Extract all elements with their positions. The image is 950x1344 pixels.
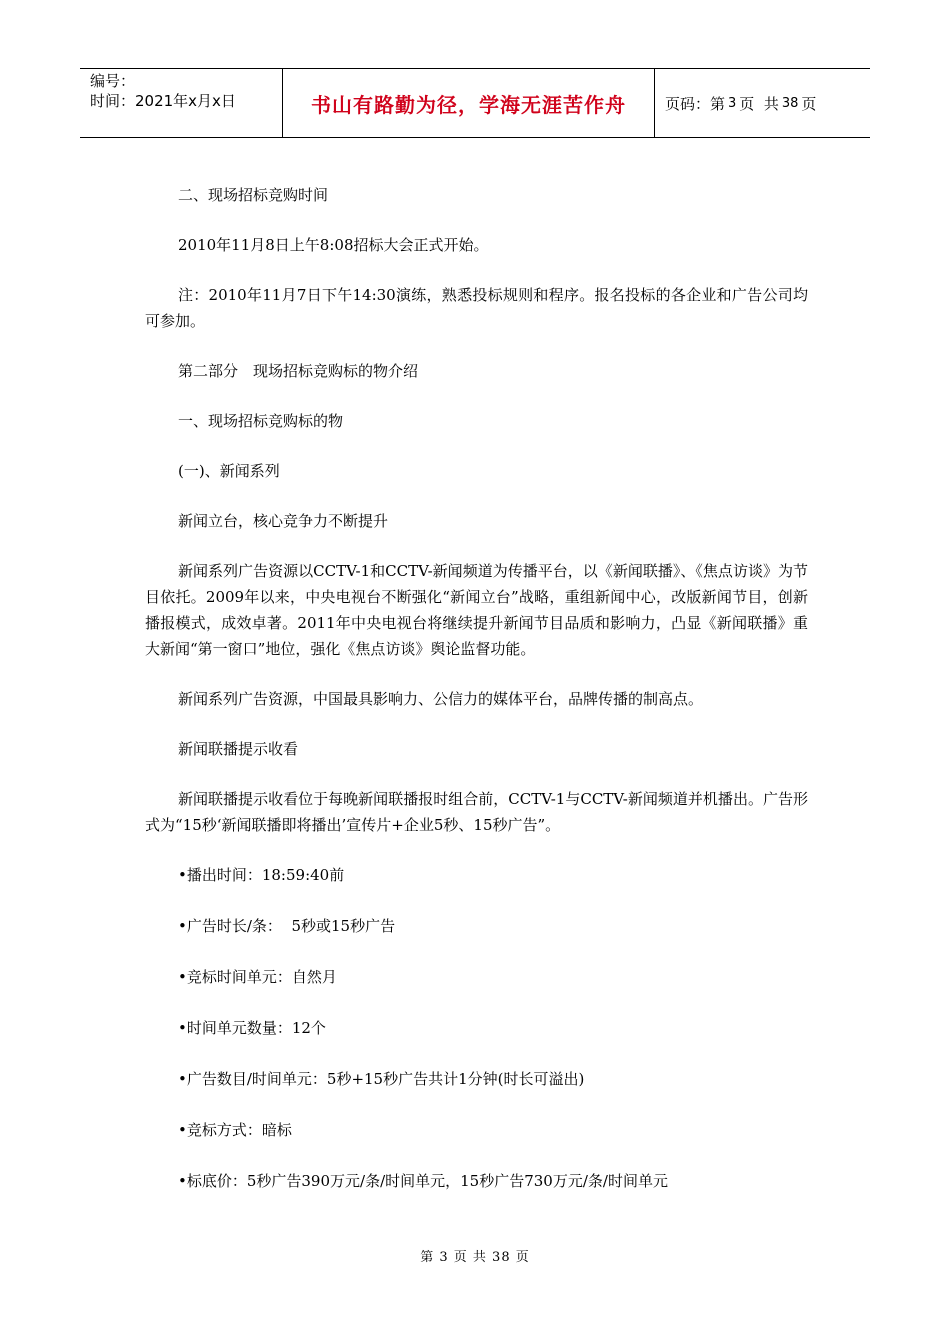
document-header: [80, 68, 870, 138]
section-heading-subject: 一、现场招标竞购标的物: [178, 412, 344, 430]
section-heading-bidding-time: 二、现场招标竞购时间: [178, 186, 329, 204]
document-body: [145, 182, 808, 1219]
subsection-heading-news: (一)、新闻系列: [178, 462, 280, 480]
bullet-time-unit: •竞标时间单元：自然月: [178, 968, 337, 986]
bullet-reserve-price: •标底价：5秒广告390万元/条/时间单元，15秒广告730万元/条/时间单元: [178, 1172, 668, 1190]
paragraph-news-description: 新闻系列广告资源以CCTV-1和CCTV-新闻频道为传播平台，以《新闻联播》、《焦点访谈》为节目依托。2009年以来，中央电视台不断强化“新闻立台”战略，重组新闻中心，改版新闻节目，创新播报模式，成效卓著。2011年中央电视台将继续提升新闻节目品质和影响力，凸显《新闻联播》重大新闻“第一窗口”地位，强化《焦点访谈》舆论监督功能。: [145, 562, 808, 658]
part-heading: 第二部分 现场招标竞购标的物介绍: [178, 362, 419, 380]
paragraph-reminder-description: 新闻联播提示收看位于每晚新闻联播报时组合前，CCTV-1与CCTV-新闻频道并机播出。广告形式为“15秒‘新闻联播即将播出’宣传片+企业5秒、15秒广告”。: [145, 790, 808, 834]
item-heading-reminder: 新闻联播提示收看: [178, 740, 299, 758]
bullet-broadcast-time: •播出时间：18:59:40前: [178, 866, 345, 884]
header-page-number: [655, 69, 870, 137]
header-meta: [80, 69, 282, 137]
paragraph-news-summary: 新闻系列广告资源，中国最具影响力、公信力的媒体平台，品牌传播的制高点。: [178, 690, 704, 708]
paragraph-start-time: 2010年11月8日上午8:08招标大会正式开始。: [178, 236, 489, 254]
page-mid: 页 共: [739, 94, 779, 113]
page-current: 3: [728, 95, 737, 111]
bullet-ad-quantity: •广告数目/时间单元：5秒+15秒广告共计1分钟(时长可溢出): [178, 1070, 585, 1088]
page-total: 38: [781, 95, 799, 111]
page-footer: 第 3 页 共 38 页: [420, 1250, 530, 1265]
serial-label: 编号：: [90, 72, 136, 90]
header-motto: 书山有路勤为径，学海无涯苦作舟: [282, 69, 655, 137]
page-prefix: 页码：第: [665, 94, 726, 113]
date-label: 时间：2021年x月x日: [90, 92, 236, 110]
bullet-ad-length: •广告时长/条： 5秒或15秒广告: [178, 917, 396, 935]
bullet-unit-count: •时间单元数量：12个: [178, 1019, 326, 1037]
page-suffix: 页: [801, 94, 817, 113]
bullet-bid-method: •竞标方式：暗标: [178, 1121, 292, 1139]
paragraph-note: 注：2010年11月7日下午14:30演练，熟悉投标规则和程序。报名投标的各企业和广告公司均可参加。: [145, 286, 808, 330]
paragraph-news-slogan: 新闻立台，核心竞争力不断提升: [178, 512, 389, 530]
